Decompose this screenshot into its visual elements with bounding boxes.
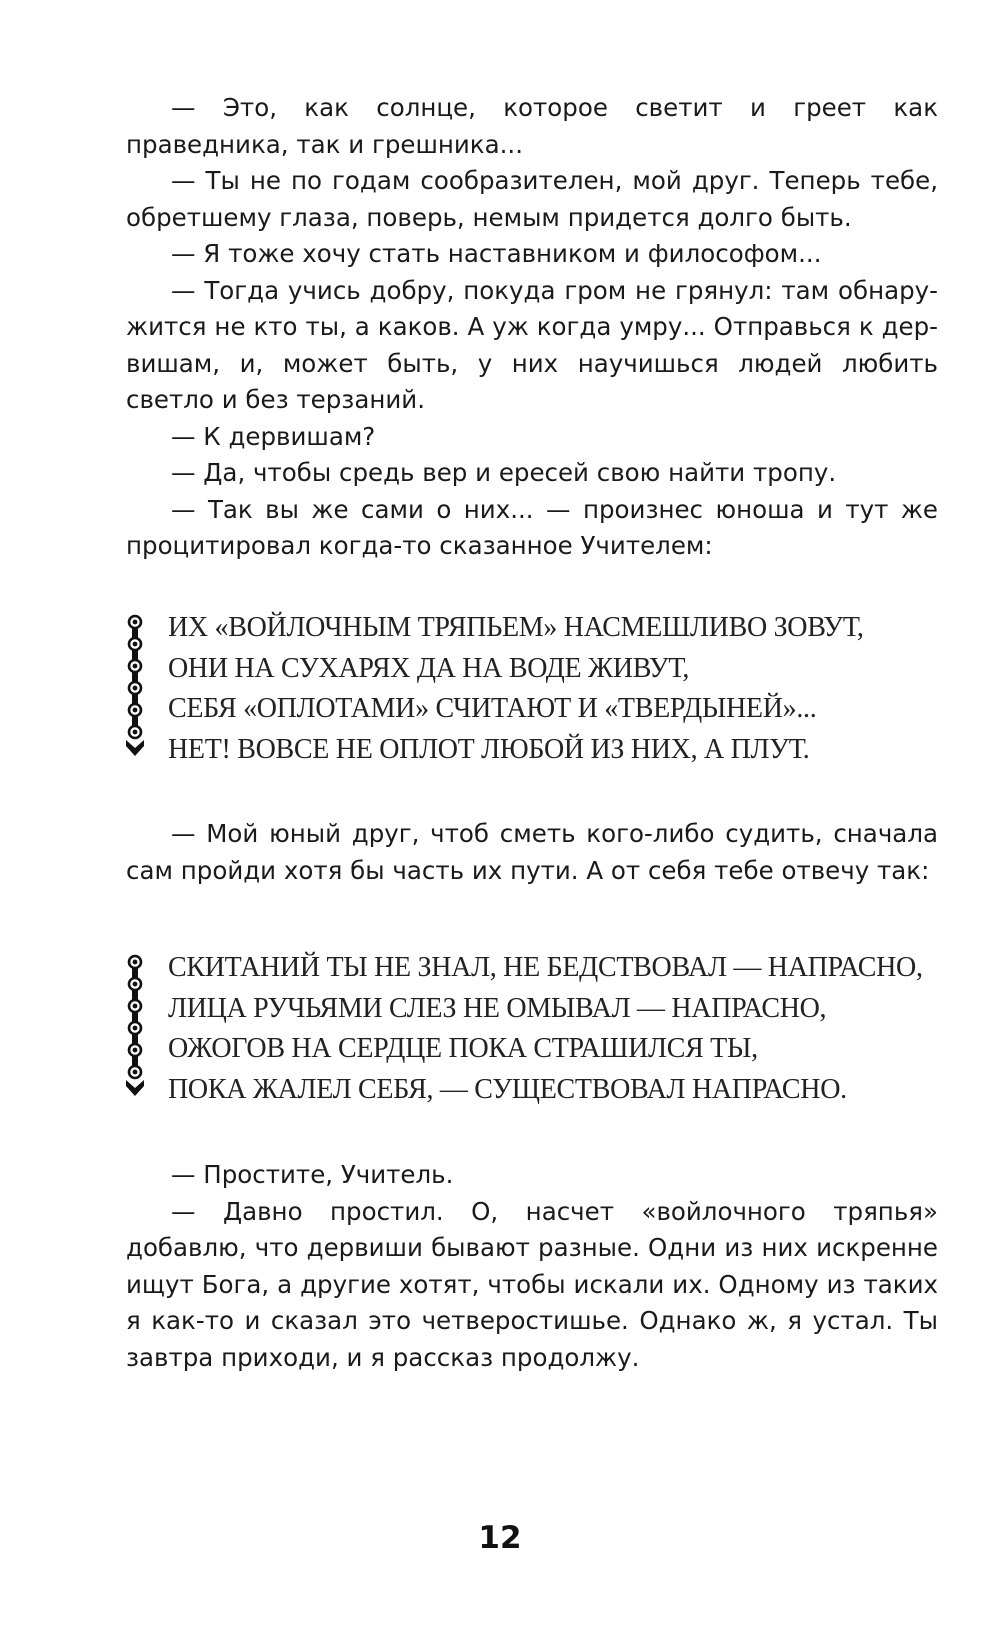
paragraph: — Ты не по годам сообразителен, мой друг. Теперь тебе, обретшему глаза, поверь, немым придется долго быть. bbox=[126, 166, 938, 232]
paragraph: — Это, как солнце, которое светит и греет как праведника, так и грешника... bbox=[126, 93, 938, 159]
paragraph: — Давно простил. О, насчет «войлочного тряпья» добавлю, что дервиши бывают разные. Одни из них искренне ищут Бога, а другие хотят, чтобы искали их. Одному из таких я как-то и сказал это четверостишье. Однако ж, я устал. Ты завтра приходи, и я рассказ продолжу. bbox=[126, 1196, 938, 1372]
quatrain-lines bbox=[168, 608, 864, 770]
paragraph: — К дервишам? bbox=[171, 421, 376, 451]
paragraph: — Тогда учись добру, покуда гром не грянул: там обнаружится не кто ты, а каков. А уж когда умру... Отправься к дервишам, и, может быть, у них научишься людей любить светло и без терзаний. bbox=[126, 275, 938, 414]
paragraph: — Да, чтобы средь вер и ересей свою найти тропу. bbox=[171, 458, 837, 487]
verse-line: НЕТ! ВОВСЕ НЕ ОПЛОТ ЛЮБОЙ ИЗ НИХ, А ПЛУТ. bbox=[168, 733, 810, 765]
paragraph: — Так вы же сами о них... — произнес юноша и тут же процитировал когда-то сказанное Учителем: bbox=[126, 494, 938, 560]
verse-line: СКИТАНИЙ ТЫ НЕ ЗНАЛ, НЕ БЕДСТВОВАЛ — НАПРАСНО, bbox=[168, 952, 923, 983]
scroll-ornament-icon bbox=[124, 612, 146, 762]
verse-line: ОЖОГОВ НА СЕРДЦЕ ПОКА СТРАШИЛСЯ ТЫ, bbox=[168, 1033, 758, 1064]
verse-line: СЕБЯ «ОПЛОТАМИ» СЧИТАЮТ И «ТВЕРДЫНЕЙ»... bbox=[168, 693, 817, 724]
paragraph: — Я тоже хочу стать наставником и философом... bbox=[171, 239, 822, 268]
prose-block-3 bbox=[126, 1157, 938, 1376]
prose-block-2 bbox=[126, 816, 938, 889]
verse-line: ОНИ НА СУХАРЯХ ДА НА ВОДЕ ЖИВУТ, bbox=[168, 652, 690, 684]
paragraph: — Мой юный друг, чтоб сметь кого-либо судить, сначала сам пройди хотя бы часть их пути. А от себя тебе отвечу так: bbox=[126, 819, 938, 885]
scroll-ornament-icon bbox=[124, 952, 146, 1102]
verse-line: ЛИЦА РУЧЬЯМИ СЛЕЗ НЕ ОМЫВАЛ — НАПРАСНО, bbox=[168, 992, 827, 1024]
paragraph: — Простите, Учитель. bbox=[171, 1160, 454, 1189]
verse-line: ПОКА ЖАЛЕЛ СЕБЯ, — СУЩЕСТВОВАЛ НАПРАСНО. bbox=[168, 1073, 847, 1105]
prose-block-1 bbox=[126, 90, 938, 565]
verse-line: ИХ «ВОЙЛОЧНЫМ ТРЯПЬЕМ» НАСМЕШЛИВО ЗОВУТ, bbox=[168, 612, 864, 643]
quatrain-lines bbox=[168, 948, 923, 1110]
page-number: 12 bbox=[478, 1520, 522, 1556]
